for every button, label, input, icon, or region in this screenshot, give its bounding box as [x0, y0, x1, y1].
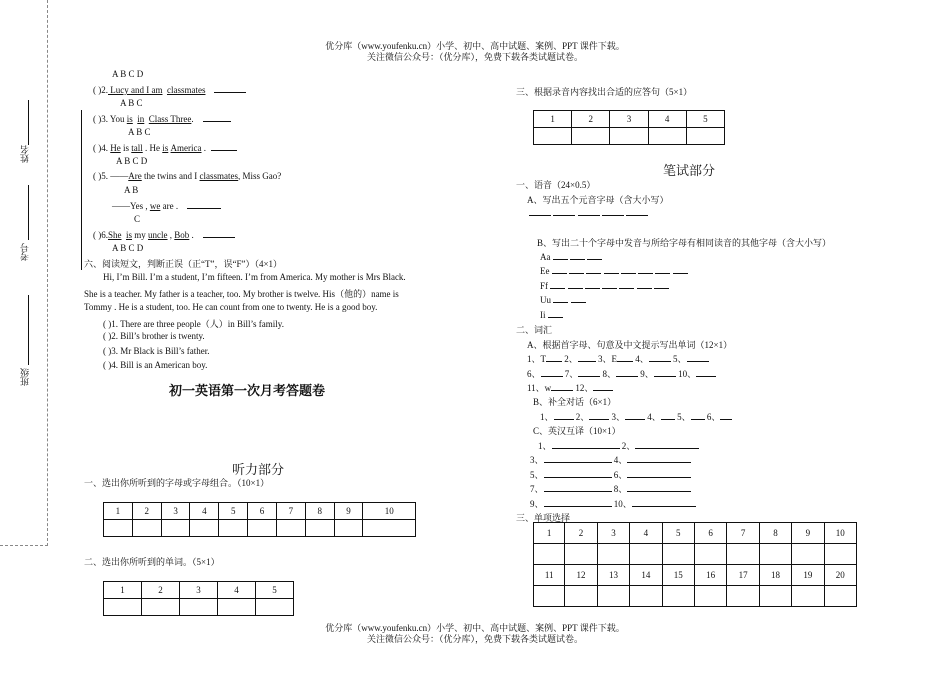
reading-q3: ( )3. Mr Black is Bill’s father. — [103, 346, 210, 356]
mc-answer[interactable] — [759, 544, 791, 565]
options-q4: A B C D — [116, 156, 148, 166]
mc-answer[interactable] — [694, 586, 726, 607]
reading-q4: ( )4. Bill is an American boy. — [103, 360, 208, 370]
vocab-title: 二、词汇 — [516, 325, 553, 335]
mc-num: 3 — [597, 523, 629, 544]
mc-num: 6 — [694, 523, 726, 544]
l3-num: 2 — [572, 111, 610, 128]
mc-num: 20 — [824, 565, 856, 586]
l2-num: 2 — [142, 582, 180, 599]
mc-answer[interactable] — [534, 586, 565, 607]
l2-num: 3 — [180, 582, 218, 599]
l1-answer[interactable] — [305, 520, 334, 537]
l1-answer[interactable] — [334, 520, 363, 537]
mc-answer[interactable] — [565, 544, 597, 565]
options-q3: A B C — [128, 127, 151, 137]
mc-num: 9 — [792, 523, 824, 544]
phonetics-a: A、写出五个元音字母（含大小写） — [527, 195, 669, 205]
listening-part3-table — [533, 110, 725, 145]
mc-num: 2 — [565, 523, 597, 544]
mc-num: 5 — [662, 523, 694, 544]
l2-num: 1 — [104, 582, 142, 599]
l3-answer[interactable] — [686, 128, 724, 145]
binding-margin — [0, 0, 48, 546]
translate-row5[interactable]: 9、 10、 — [530, 497, 696, 510]
footer-line1: 优分库（www.youfenku.cn）小学、初中、高中试题、案例、PPT 课件下载。 — [325, 623, 625, 633]
translate-row2[interactable]: 3、 4、 — [530, 453, 691, 466]
l3-answer[interactable] — [572, 128, 610, 145]
side-exam-label: 考号 — [20, 243, 30, 261]
name-line — [28, 100, 29, 145]
l2-answer[interactable] — [104, 599, 142, 616]
side-name-label: 姓名 — [20, 145, 30, 163]
l1-answer[interactable] — [363, 520, 416, 537]
listening-part1-title: 一、选出你所听到的字母或字母组合。（10×1） — [84, 478, 270, 488]
reading-title: 六、阅读短文，判断正误（正“T”，误“F”）（4×1） — [84, 259, 283, 269]
l2-answer[interactable] — [180, 599, 218, 616]
options-q6: A B C D — [112, 243, 144, 253]
l3-num: 1 — [534, 111, 572, 128]
translate-row4[interactable]: 7、 8、 — [530, 482, 691, 495]
written-title: 笔试部分 — [663, 163, 716, 178]
l1-answer[interactable] — [248, 520, 277, 537]
header-line1: 优分库（www.youfenku.cn）小学、初中、高中试题、案例、PPT 课件下载。 — [325, 41, 625, 51]
mc-answer[interactable] — [727, 586, 759, 607]
mc-num: 10 — [824, 523, 856, 544]
l2-num: 4 — [218, 582, 256, 599]
mc-num: 18 — [759, 565, 791, 586]
l3-answer[interactable] — [610, 128, 648, 145]
row-aa[interactable]: Aa — [540, 251, 602, 262]
options-q5c: C — [134, 214, 141, 224]
l1-num: 10 — [363, 503, 416, 520]
options-q5: A B — [124, 185, 139, 195]
mc-num: 13 — [597, 565, 629, 586]
vocab-row1[interactable]: 1、T 2、 3、E 4、 5、 — [527, 352, 709, 365]
listening-part2-table — [103, 581, 294, 616]
l1-num: 6 — [248, 503, 277, 520]
options-q2: A B C — [120, 98, 143, 108]
mc-answer[interactable] — [727, 544, 759, 565]
question-5-reply: ——Yes , we are . — [112, 200, 221, 211]
mc-answer[interactable] — [534, 544, 565, 565]
l1-answer[interactable] — [104, 520, 133, 537]
mc-answer[interactable] — [792, 544, 824, 565]
mc-num: 8 — [759, 523, 791, 544]
l1-answer[interactable] — [276, 520, 305, 537]
l1-num: 3 — [161, 503, 190, 520]
passage-line1: Hi, I’m Bill. I’m a student, I’m fifteen. I’m from America. My mother is Mrs Black. — [103, 272, 406, 282]
mc-answer[interactable] — [565, 586, 597, 607]
phonetics-title: 一、语音（24×0.5） — [516, 180, 596, 190]
row-ee[interactable]: Ee — [540, 265, 688, 276]
mc-title: 三、单项选择 — [516, 513, 571, 523]
vocab-row2[interactable]: 6、 7、 8、 9、 10、 — [527, 367, 716, 380]
mc-answer[interactable] — [792, 586, 824, 607]
question-4: ( )4. He is tall . He is America . — [93, 142, 237, 153]
question-3: ( )3. You is in Class Three. — [93, 113, 231, 124]
side-class-label: 班级 — [20, 368, 30, 386]
row-ii[interactable]: Ii — [540, 309, 563, 320]
question-2: ( )2. Lucy and I am classmates — [93, 84, 246, 95]
l1-num: 7 — [276, 503, 305, 520]
mc-answer[interactable] — [759, 586, 791, 607]
l3-answer[interactable] — [648, 128, 686, 145]
mc-table — [533, 522, 857, 607]
listening-part2-title: 二、选出你所听到的单词。（5×1） — [84, 557, 220, 567]
l1-answer[interactable] — [161, 520, 190, 537]
l2-answer[interactable] — [142, 599, 180, 616]
mc-num: 19 — [792, 565, 824, 586]
options-q1: A B C D — [112, 69, 144, 79]
phonetics-b: B、写出二十个字母中发音与所给字母有相同读音的其他字母（含大小写） — [537, 238, 832, 248]
l3-answer[interactable] — [534, 128, 572, 145]
l1-num: 4 — [190, 503, 219, 520]
answer-sheet-title: 初一英语第一次月考答题卷 — [169, 384, 326, 399]
mc-answer[interactable] — [824, 586, 856, 607]
reading-q2: ( )2. Bill’s brother is twenty. — [103, 331, 205, 341]
vowel-blanks[interactable] — [529, 207, 648, 218]
mc-num: 17 — [727, 565, 759, 586]
mc-answer[interactable] — [824, 544, 856, 565]
reading-q1: ( )1. There are three people（人）in Bill’s family. — [103, 319, 284, 329]
l3-num: 5 — [686, 111, 724, 128]
translate-row3[interactable]: 5、 6、 — [530, 468, 691, 481]
l2-num: 5 — [256, 582, 294, 599]
row-ff[interactable]: Ff — [540, 280, 669, 291]
mc-answer[interactable] — [597, 586, 629, 607]
l3-num: 4 — [648, 111, 686, 128]
mc-num: 14 — [630, 565, 662, 586]
mc-num: 7 — [727, 523, 759, 544]
mc-num: 11 — [534, 565, 565, 586]
question-5: ( )5. ——Are the twins and I classmates, Miss Gao? — [93, 171, 282, 181]
header-line2: 关注微信公众号：（优分库），免费下载各类试题试卷。 — [366, 52, 583, 62]
row-uu[interactable]: Uu — [540, 294, 586, 305]
exam-line — [28, 185, 29, 240]
vocab-row3[interactable]: 11、w 12、 — [527, 381, 613, 394]
mc-num: 12 — [565, 565, 597, 586]
mc-answer[interactable] — [630, 586, 662, 607]
dialogue-row[interactable]: 1、 2、 3、 4、 5、 6、 — [540, 410, 732, 423]
question-6: ( )6.She is my uncle , Bob . — [93, 229, 235, 240]
mc-answer[interactable] — [694, 544, 726, 565]
l1-num: 5 — [219, 503, 248, 520]
class-line — [28, 295, 29, 365]
l1-answer[interactable] — [132, 520, 161, 537]
left-vertical-rule — [81, 110, 82, 270]
l2-answer[interactable] — [256, 599, 294, 616]
l1-answer[interactable] — [190, 520, 219, 537]
mc-num: 15 — [662, 565, 694, 586]
vocab-a: A、根据首字母、句意及中文提示写出单词（12×1） — [527, 340, 733, 350]
translate-row1[interactable]: 1、 2、 — [538, 439, 699, 452]
l3-num: 3 — [610, 111, 648, 128]
passage-line3: Tommy . He is a student, too. He can count from one to twenty. He is a good boy. — [84, 302, 378, 312]
listening-part1-table — [103, 502, 416, 537]
l1-num: 9 — [334, 503, 363, 520]
l1-num: 2 — [132, 503, 161, 520]
mc-answer[interactable] — [662, 586, 694, 607]
listening-title: 听力部分 — [232, 462, 285, 477]
l2-answer[interactable] — [218, 599, 256, 616]
l1-num: 1 — [104, 503, 133, 520]
mc-answer[interactable] — [630, 544, 662, 565]
mc-answer[interactable] — [662, 544, 694, 565]
l1-answer[interactable] — [219, 520, 248, 537]
passage-line2: She is a teacher. My father is a teacher, too. My brother is twelve. His（他的）name is — [84, 289, 399, 299]
mc-num: 1 — [534, 523, 565, 544]
footer-line2: 关注微信公众号：（优分库），免费下载各类试题试卷。 — [366, 634, 583, 644]
mc-num: 16 — [694, 565, 726, 586]
mc-answer[interactable] — [597, 544, 629, 565]
translate-title: C、英汉互译（10×1） — [533, 426, 621, 436]
listening-part3-title: 三、根据录音内容找出合适的应答句（5×1） — [516, 87, 693, 97]
l1-num: 8 — [305, 503, 334, 520]
dialogue-title: B、补全对话（6×1） — [533, 397, 617, 407]
mc-num: 4 — [630, 523, 662, 544]
